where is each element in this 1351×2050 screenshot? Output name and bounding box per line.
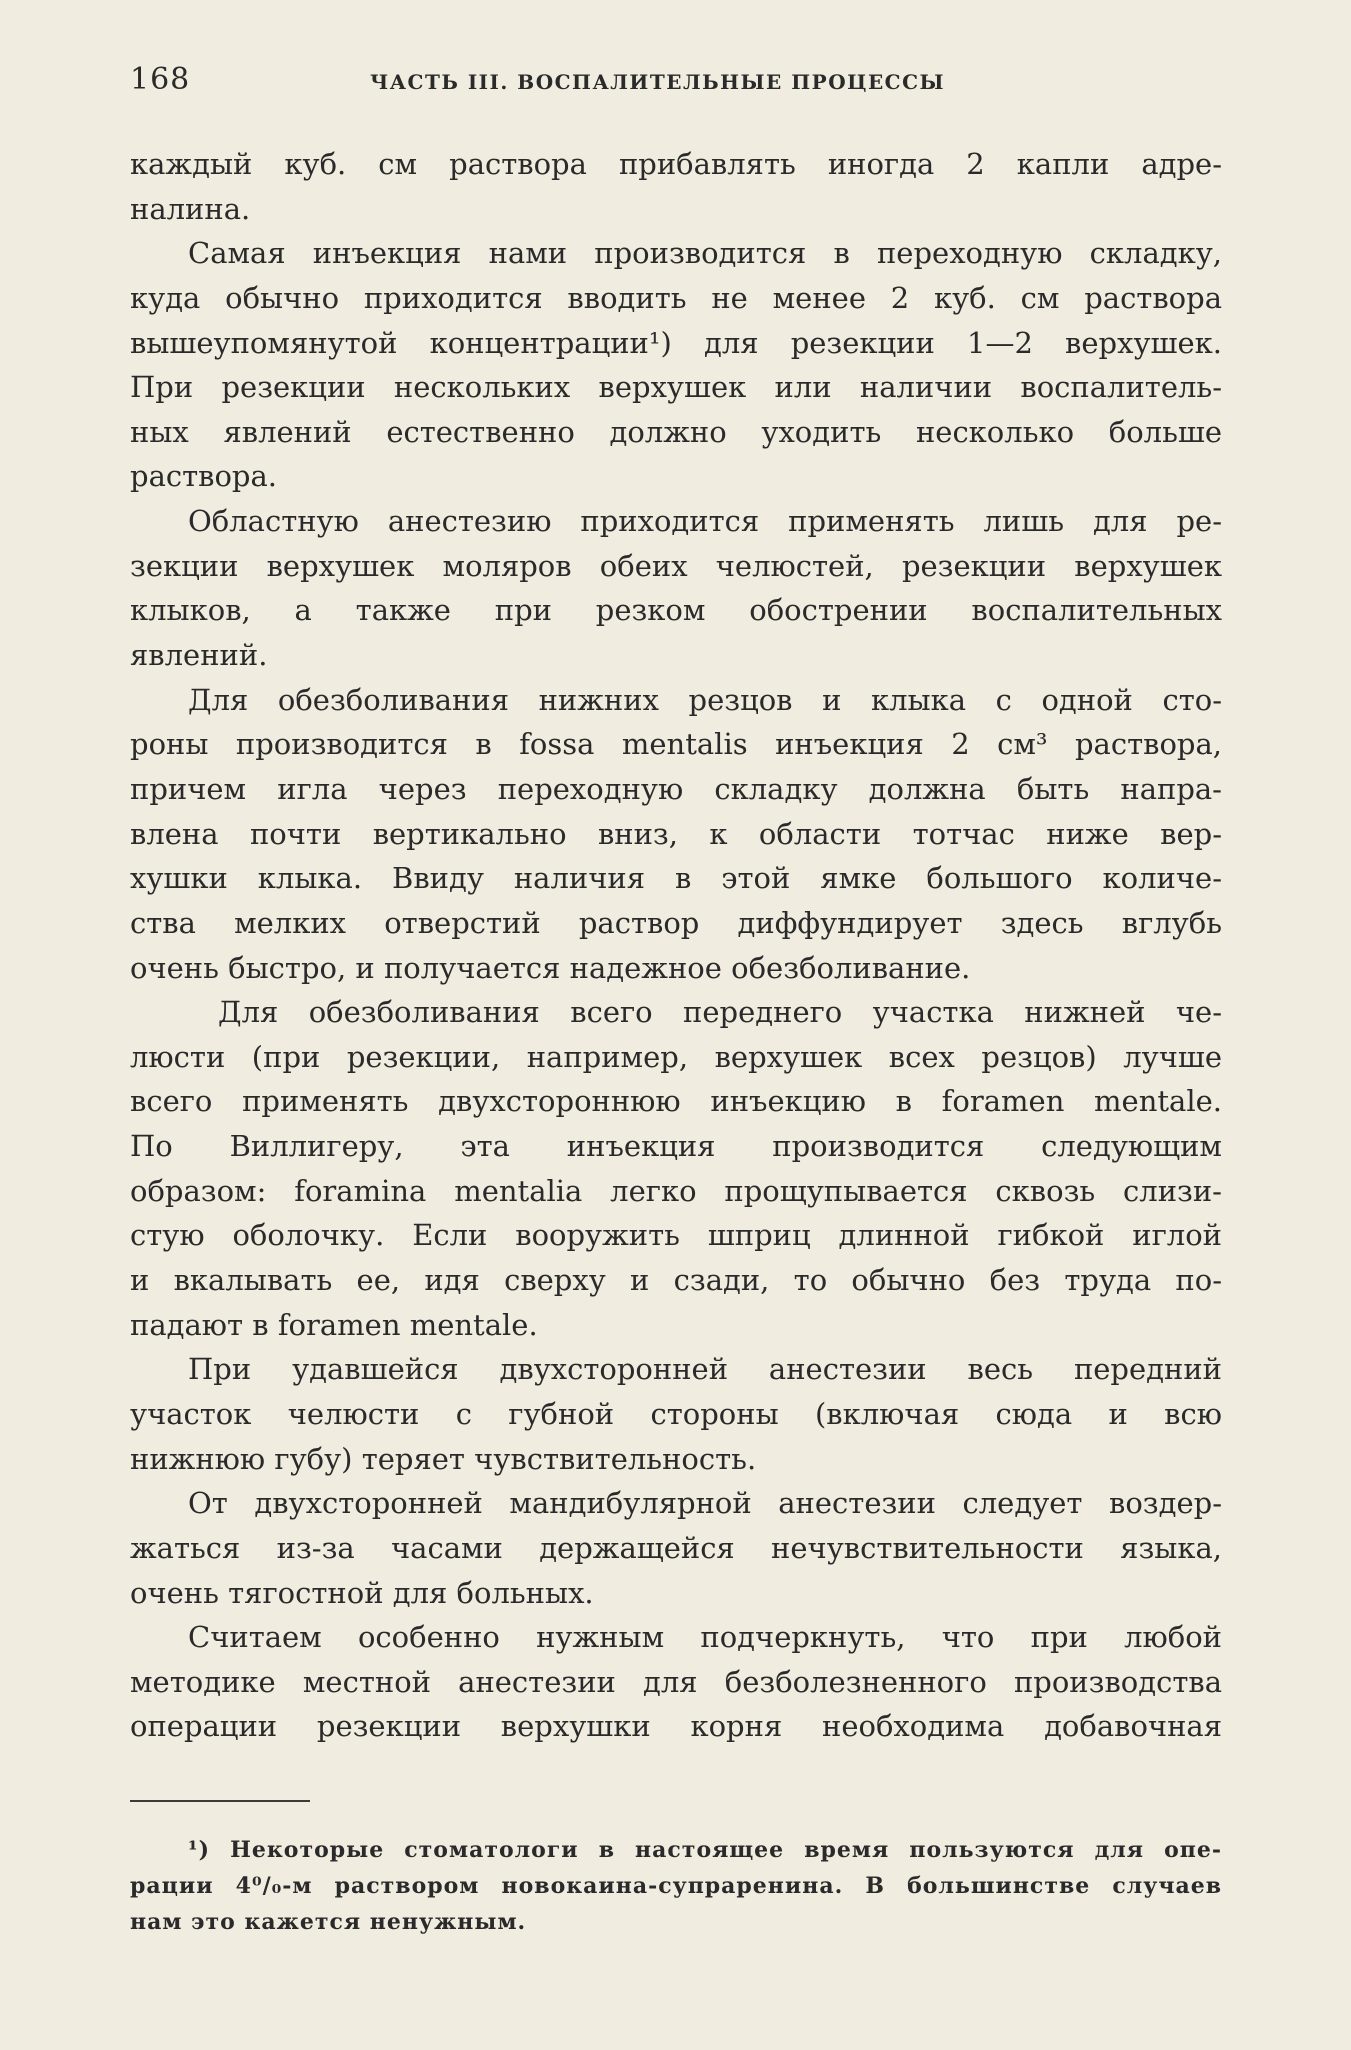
text-line: По Виллигеру, эта инъекция производится следующим <box>130 1129 1222 1164</box>
text-line: причем игла через переходную складку должна быть напра- <box>130 771 1222 806</box>
page-number: 168 <box>130 62 191 97</box>
text-line: роны производится в fossa mentalis инъекция 2 см³ раствора, <box>130 727 1222 762</box>
text-line: каждый куб. см раствора прибавлять иногда 2 капли адре- <box>130 147 1222 181</box>
footnote-line: рации 4⁰/₀-м раствором новокаина-супраренина. В большинстве случаев <box>130 1873 1222 1899</box>
text-line: нижнюю губу) теряет чувствительность. <box>130 1441 757 1476</box>
running-head: ЧАСТЬ III. ВОСПАЛИТЕЛЬНЫЕ ПРОЦЕССЫ <box>370 70 946 94</box>
text-line: явлений. <box>130 638 268 673</box>
text-line: вышеупомянутой концентрации¹) для резекции 1—2 верхушек. <box>130 325 1222 360</box>
text-line: падают в foramen mentale. <box>130 1307 538 1342</box>
text-line: налина. <box>130 191 251 226</box>
text-line: куда обычно приходится вводить не менее 2 куб. см раствора <box>130 280 1222 315</box>
text-line: методике местной анестезии для безболезненного производства <box>130 1664 1222 1699</box>
text-line: стую оболочку. Если вооружить шприц длинной гибкой иглой <box>130 1218 1222 1253</box>
text-line: От двухсторонней мандибулярной анестезии следует воздер- <box>188 1486 1222 1521</box>
text-line: участок челюсти с губной стороны (включая сюда и всю <box>130 1396 1222 1431</box>
text-line: Для обезболивания нижних резцов и клыка с одной сто- <box>188 682 1222 717</box>
text-line: всего применять двухстороннюю инъекцию в foramen mentale. <box>130 1084 1222 1119</box>
text-line: образом: foramina mentalia легко прощупывается сквозь слизи- <box>130 1173 1222 1208</box>
body-text <box>130 142 1222 1749</box>
text-line: При резекции нескольких верхушек или наличии воспалитель- <box>130 370 1222 405</box>
text-line: и вкалывать ее, идя сверху и сзади, то обычно без труда по- <box>130 1263 1222 1298</box>
footnote-divider <box>130 1800 310 1802</box>
footnote-line: нам это кажется ненужным. <box>130 1909 527 1935</box>
text-line: Самая инъекция нами производится в переходную складку, <box>188 236 1222 271</box>
text-line: зекции верхушек моляров обеих челюстей, резекции верхушек <box>130 548 1222 583</box>
text-line: люсти (при резекции, например, верхушек всех резцов) лучше <box>130 1039 1222 1074</box>
text-line: При удавшейся двухсторонней анестезии весь передний <box>188 1352 1222 1387</box>
text-line: ства мелких отверстий раствор диффундирует здесь вглубь <box>130 905 1222 940</box>
text-line: Для обезболивания всего переднего участка нижней че- <box>218 995 1222 1030</box>
text-line: жаться из-за часами держащейся нечувствительности языка, <box>130 1530 1222 1565</box>
text-line: операции резекции верхушки корня необходима добавочная <box>130 1709 1222 1744</box>
text-line: клыков, а также при резком обострении воспалительных <box>130 593 1222 628</box>
text-line: Считаем особенно нужным подчеркнуть, что при любой <box>188 1620 1222 1655</box>
text-line: влена почти вертикально вниз, к области тотчас ниже вер- <box>130 816 1222 851</box>
page-header <box>130 62 1222 108</box>
text-line: хушки клыка. Ввиду наличия в этой ямке большого количе- <box>130 861 1222 896</box>
text-line: очень тягостной для больных. <box>130 1575 594 1610</box>
text-line: раствора. <box>130 459 277 494</box>
text-line: очень быстро, и получается надежное обезболивание. <box>130 950 971 985</box>
footnotes <box>130 1832 1222 1940</box>
text-line: Областную анестезию приходится применять лишь для ре- <box>188 504 1222 539</box>
text-line: ных явлений естественно должно уходить несколько больше <box>130 414 1222 449</box>
footnote-line: ¹) Некоторые стоматологи в настоящее время пользуются для опе- <box>188 1837 1222 1863</box>
